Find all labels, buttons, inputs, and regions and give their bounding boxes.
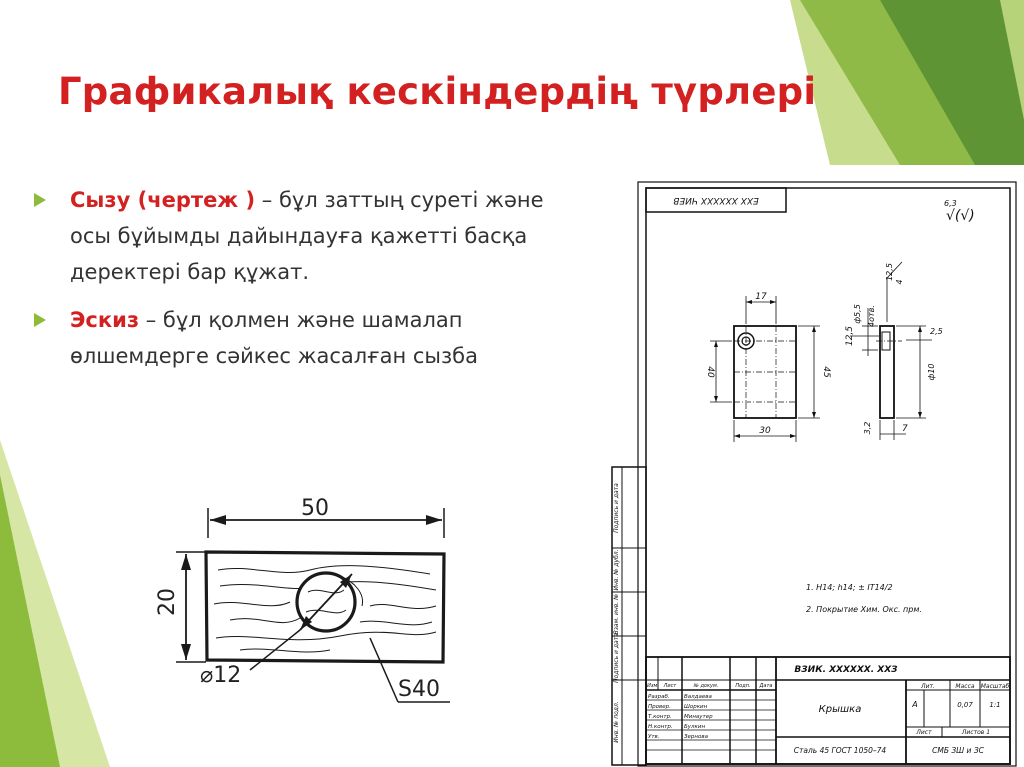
- lit-header: Лит.: [921, 683, 935, 690]
- dim-5-5: ф5,5: [853, 304, 862, 324]
- dim-40: 40: [705, 366, 715, 378]
- role-tcontrol: Т.контр.: [648, 714, 672, 720]
- scale-header: Масштаб: [980, 683, 1010, 690]
- side-label-signature-bottom: Подпись и дата: [613, 633, 620, 683]
- part-material: Сталь 45 ГОСТ 1050–74: [793, 746, 887, 755]
- doc-code: ВЗИК. ХХХХХХ. ХХЗ: [794, 665, 898, 675]
- dim-4otv: 4отв.: [867, 305, 876, 327]
- side-label-dup-inv: Инв. № дубл.: [613, 549, 620, 591]
- bullet-arrow-icon: [34, 193, 46, 207]
- dim-45: 45: [821, 366, 831, 378]
- organization: СМБ ЗШ и ЗС: [932, 746, 984, 755]
- side-label-signature-top: Подпись и дата: [613, 483, 620, 533]
- role-approved: Утв.: [648, 734, 660, 740]
- bullet-list: [34, 182, 574, 386]
- role-ncontrol: Н.контр.: [648, 724, 673, 730]
- dim-7: 7: [902, 424, 908, 434]
- sheet-label: Лист: [916, 729, 932, 736]
- role-developer: Разраб.: [648, 694, 670, 700]
- part-name: Крышка: [818, 704, 862, 715]
- dim-12-5-a: 12,5: [845, 325, 855, 347]
- col-list: Лист: [663, 683, 677, 689]
- name-developer: Валдаева: [684, 694, 712, 700]
- mass-header: Масса: [955, 683, 975, 690]
- role-checker: Провер.: [648, 704, 671, 710]
- sketch-dim-height: 20: [155, 588, 180, 616]
- name-checker: Шоркин: [684, 704, 708, 710]
- term-drawing: Сызу (чертеж ): [70, 188, 256, 212]
- name-tcontrol: Минаутер: [684, 714, 713, 720]
- definition-sketch: – бұл қолмен және шамалап өлшемдерге сәйкес жасалған сызба: [70, 308, 478, 368]
- col-docnum: № докум.: [693, 683, 719, 689]
- dim-12-5-b: 12,5: [885, 263, 894, 281]
- bullet-sketch: [34, 302, 574, 374]
- sketch-material: S40: [398, 677, 440, 702]
- dim-17: 17: [755, 292, 767, 302]
- side-label-orig-inv: Инв. № подл.: [613, 701, 620, 743]
- roughness-value: 6,3: [944, 199, 957, 208]
- dim-30: 30: [759, 426, 771, 436]
- sketch-illustration: [140, 490, 470, 710]
- drawing-top-stamp: ЕХХ ХХХХХХ ЧИЕВ: [673, 195, 759, 205]
- sketch-dim-width: 50: [301, 496, 329, 521]
- technical-drawing: [606, 180, 1018, 767]
- dim-4: 4: [895, 279, 904, 285]
- lit-value: А: [912, 700, 918, 709]
- roughness-symbol: √(√): [946, 208, 975, 224]
- bullet-arrow-icon: [34, 313, 46, 327]
- side-label-replace-inv: Взам. инв. №: [613, 593, 620, 635]
- drawing-note-2: 2. Покрытие Хим. Окс. прм.: [806, 605, 922, 614]
- col-sign: Подп.: [735, 683, 751, 689]
- sheets-label: Листов 1: [961, 729, 991, 736]
- definition-drawing: – бұл заттың суреті және осы бұйымды дайындауға қажетті басқа деректері бар құжат.: [70, 188, 544, 284]
- mass-value: 0,07: [957, 701, 973, 709]
- drawing-note-1: 1. Н14; h14; ± IT14/2: [806, 583, 893, 592]
- name-approved: Зернова: [684, 734, 708, 740]
- col-date: Дата: [759, 683, 773, 689]
- bullet-drawing: [34, 182, 574, 290]
- dim-3-2: 3,2: [863, 421, 872, 435]
- dim-2-5: 2,5: [930, 327, 943, 336]
- dim-10: ф10: [927, 363, 936, 381]
- sketch-dim-hole: ⌀12: [200, 663, 242, 688]
- col-izm: Изм.: [647, 683, 659, 689]
- slide-title: Графикалық кескіндердің түрлері: [58, 70, 817, 113]
- scale-value: 1:1: [989, 701, 1001, 709]
- term-sketch: Эскиз: [70, 308, 140, 332]
- name-ncontrol: Булкин: [684, 724, 706, 730]
